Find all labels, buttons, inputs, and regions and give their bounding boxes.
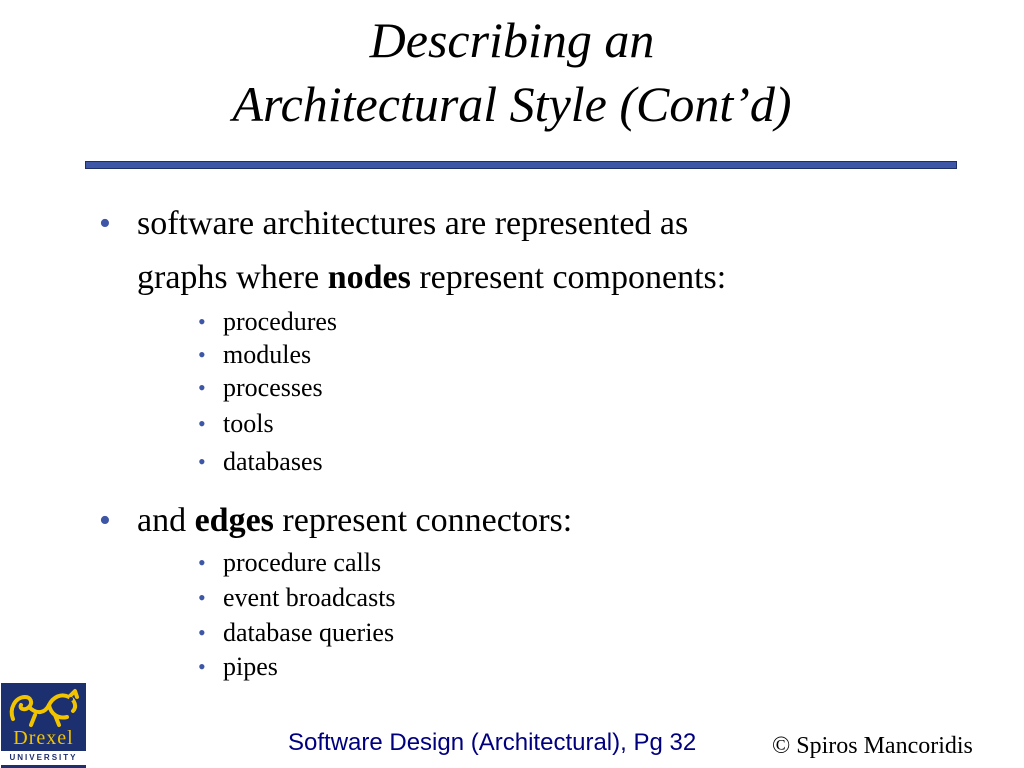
- bullet-bold-term: nodes: [327, 259, 411, 296]
- slide-title-line-2: Architectural Style (Cont’d): [232, 76, 792, 132]
- bullet-text: represent components:: [410, 259, 727, 296]
- bullet-icon: •: [198, 375, 206, 400]
- sub-bullet-text: database queries: [223, 618, 395, 647]
- bullet-icon: •: [198, 411, 206, 436]
- slide-title-line-1: Describing an: [369, 12, 655, 68]
- bullet-text: graphs where: [137, 259, 328, 296]
- sub-bullet-text: processes: [223, 373, 323, 402]
- sub-bullet-text: modules: [223, 340, 312, 369]
- drexel-logo: [1, 683, 86, 768]
- sub-bullet-text: pipes: [223, 652, 278, 681]
- footer-copyright: © Spiros Mancoridis: [772, 733, 973, 759]
- logo-subtitle: UNIVERSITY: [1, 751, 86, 765]
- sub-bullet-text: databases: [223, 447, 323, 476]
- bullet-icon: •: [99, 502, 111, 539]
- bullet-icon: •: [198, 620, 206, 645]
- bullet-bold-term: edges: [194, 502, 274, 539]
- bullet-icon: •: [99, 205, 111, 242]
- bullet-icon: •: [198, 342, 206, 367]
- dragon-icon: [5, 685, 82, 730]
- bullet-icon: •: [198, 309, 206, 334]
- bullet-icon: •: [198, 585, 206, 610]
- bullet-icon: •: [198, 550, 206, 575]
- sub-bullet-text: procedure calls: [223, 548, 382, 577]
- sub-bullet-text: tools: [223, 409, 274, 438]
- bullet-icon: •: [198, 654, 206, 679]
- bullet-text: represent connectors:: [273, 502, 573, 539]
- bullet-icon: •: [198, 449, 206, 474]
- sub-bullet-text: event broadcasts: [223, 583, 396, 612]
- bullet-text-line: software architectures are represented as: [137, 205, 689, 242]
- footer-course-page: Software Design (Architectural), Pg 32: [288, 729, 697, 756]
- logo-wordmark: Drexel: [13, 727, 74, 749]
- bullet-text: and: [137, 502, 195, 539]
- sub-bullet-text: procedures: [223, 307, 338, 336]
